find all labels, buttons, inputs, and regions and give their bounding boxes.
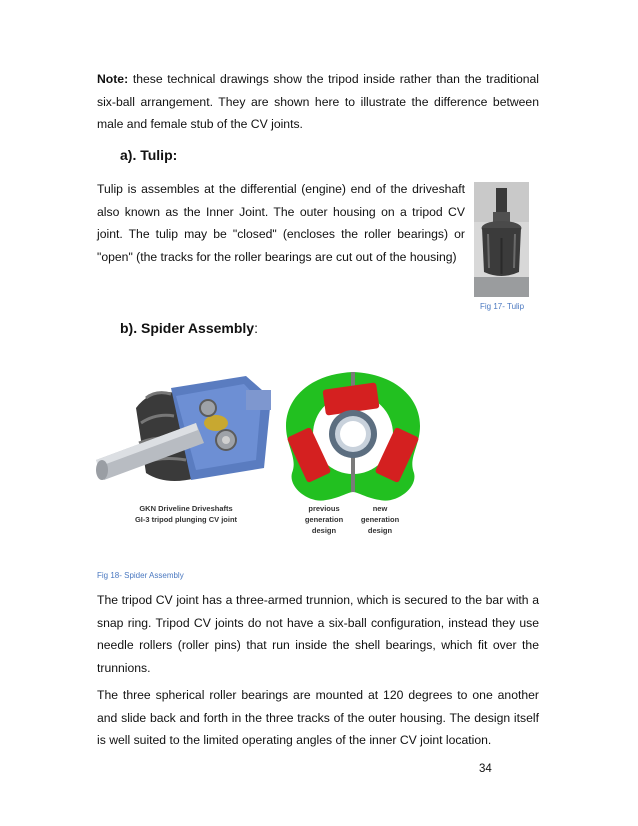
tripod-description-paragraph: The tripod CV joint has a three-armed trunnion, which is secured to the bar with a snap ring. Tripod CV joints do not have a six-ball configuration, instead they use needle rollers (roller pins) that run inside the shell bearings, which fit over the trunnions.	[97, 593, 539, 675]
tulip-paragraph: Tulip is assembles at the differential (engine) end of the driveshaft also known as the Inner Joint. The outer housing on a tripod CV joint. The tulip may be "closed" (encloses the roller bearings) or "open" (the tracks for the roller bearings are cut out of the housing)	[97, 182, 465, 264]
tulip-photo	[474, 182, 529, 297]
note-paragraph	[97, 68, 539, 136]
spider-heading	[120, 320, 258, 336]
spider-heading-text: b). Spider Assembly	[120, 320, 255, 336]
figure-label-new-line1: new	[372, 504, 388, 513]
tripod-joint-illustration	[96, 376, 271, 524]
roller-bearings-paragraph: The three spherical roller bearings are mounted at 120 degrees to one another and slide back and forth in the three tracks of the outer housing. The design itself is well suited to the limited operating angles of the inner CV joint location.	[97, 688, 539, 747]
figure-label-new-line2: generation	[360, 515, 400, 524]
figure-label-previous-line3: design	[311, 526, 337, 535]
page-number: 34	[479, 763, 492, 775]
tripod-cross-section	[286, 372, 420, 535]
figure-label-new-line3: design	[367, 526, 393, 535]
note-label: Note:	[97, 72, 129, 86]
spider-assembly-figure	[96, 368, 426, 540]
tulip-figure-caption: Fig 17- Tulip	[480, 302, 525, 311]
figure-label-gkn-line2: GI-3 tripod plunging CV joint	[134, 515, 238, 524]
note-text: these technical drawings show the tripod inside rather than the traditional six-ball arrangement. They are shown here to illustrate the difference between male and female stub of the CV joints.	[97, 72, 540, 131]
figure-label-gkn-line1: GKN Driveline Driveshafts	[139, 504, 233, 513]
spider-figure-caption: Fig 18- Spider Assembly	[97, 571, 184, 580]
figure-label-previous-line2: generation	[304, 515, 344, 524]
spider-heading-suffix: :	[254, 320, 258, 336]
tulip-heading: a). Tulip:	[120, 147, 178, 163]
figure-label-previous-line1: previous	[308, 504, 340, 513]
